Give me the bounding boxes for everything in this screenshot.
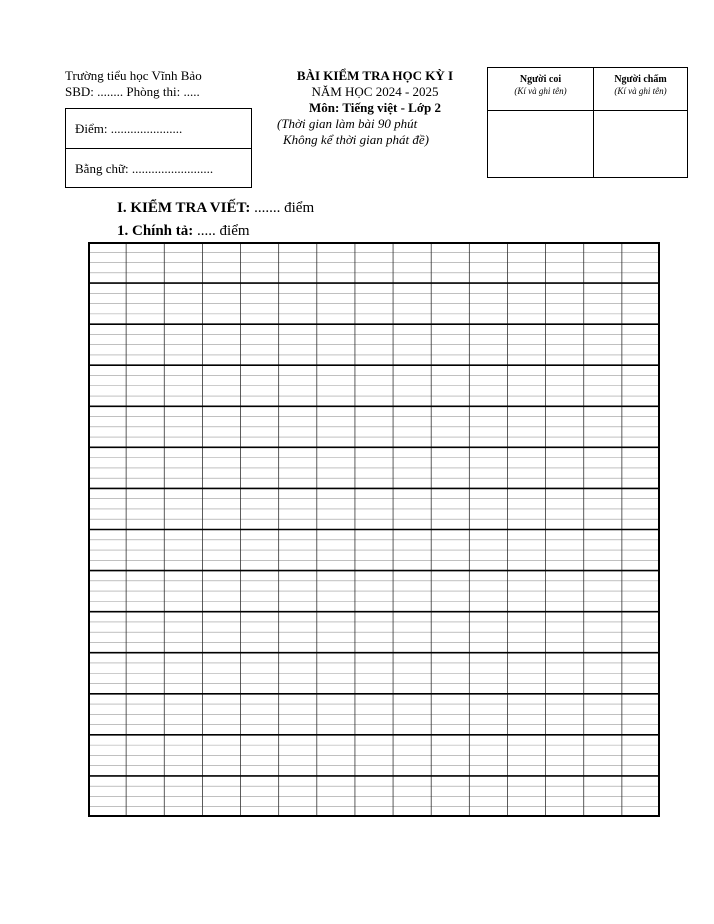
proctor-label: Người coi xyxy=(519,74,562,85)
proctor-column xyxy=(488,68,594,177)
proctor-note: (Kí và ghi tên) xyxy=(514,86,567,96)
score-box xyxy=(65,108,252,188)
exam-title: BÀI KIỂM TRA HỌC KỲ I xyxy=(296,68,454,83)
candidate-number-line: SBD: ........ Phòng thi: ..... xyxy=(65,84,200,99)
grader-note: (Kí và ghi tên) xyxy=(614,86,667,96)
signature-table xyxy=(487,67,688,178)
section-heading-points: ....... điểm xyxy=(250,200,315,216)
writing-grid xyxy=(88,242,660,817)
dictation-heading-points: ..... điểm xyxy=(193,223,250,239)
grader-column xyxy=(594,68,687,177)
section-heading xyxy=(117,199,314,217)
subject-line: Môn: Tiếng việt - Lớp 2 xyxy=(308,100,442,115)
time-note-line1: (Thời gian làm bài 90 phút xyxy=(277,116,418,131)
school-name: Trường tiểu học Vĩnh Bảo xyxy=(65,68,202,83)
score-label: Điểm: ...................... xyxy=(75,121,183,136)
grader-label: Người chấm xyxy=(614,74,667,85)
time-note-line2: Không kể thời gian phát đề) xyxy=(283,132,429,147)
score-in-words-label: Bằng chữ: ......................... xyxy=(75,161,214,176)
dictation-heading xyxy=(117,222,250,240)
school-year: NĂM HỌC 2024 - 2025 xyxy=(311,84,439,99)
section-heading-title: I. KIỂM TRA VIẾT: xyxy=(117,200,251,216)
dictation-heading-title: 1. Chính tả: xyxy=(117,223,194,239)
